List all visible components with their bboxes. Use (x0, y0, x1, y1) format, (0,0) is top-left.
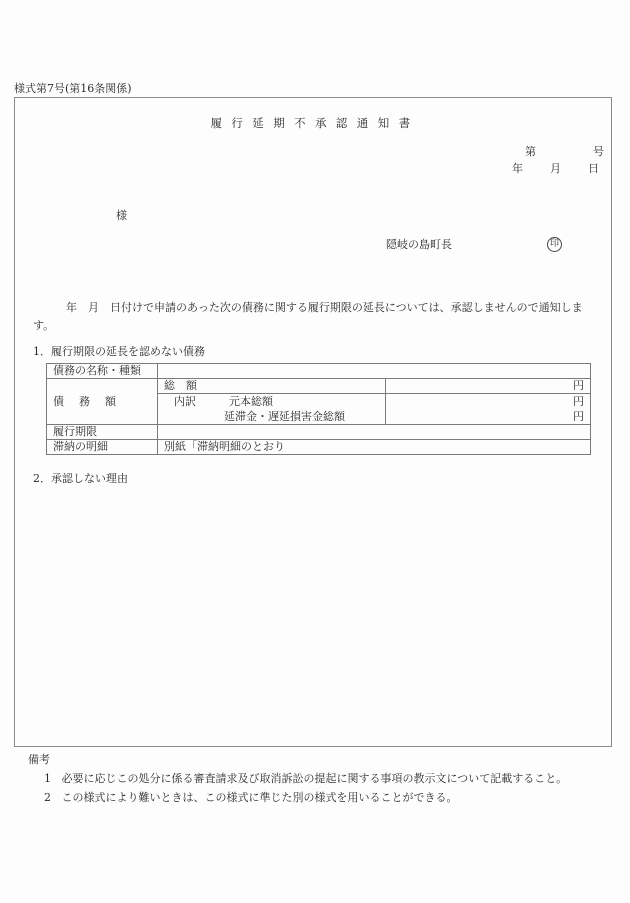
number-prefix: 第 (525, 145, 536, 158)
document-number (525, 146, 604, 157)
notes-title: 備考 (28, 753, 50, 766)
table-row (47, 425, 591, 440)
date-year: 年 (512, 162, 523, 175)
arrears-detail-value: 別紙「滞納明細のとおり (158, 440, 591, 455)
total-unit: 円 (386, 379, 591, 394)
due-date-label: 履行期限 (47, 425, 158, 440)
date-day: 日 (588, 162, 599, 175)
addressee-suffix: 様 (116, 209, 127, 222)
debt-amount-label: 債 務 額 (47, 379, 158, 425)
principal-label: 元本総額 (229, 395, 273, 408)
section2-title: 2．承認しない理由 (33, 472, 128, 485)
debt-table (46, 363, 591, 455)
breakdown-amounts (386, 394, 591, 425)
note-item: 2 この様式により難いときは、この様式に準じた別の様式を用いることができる。 (44, 791, 458, 804)
number-suffix: 号 (593, 145, 604, 158)
penalty-label: 延滞金・遅延損害金総額 (224, 410, 345, 423)
debt-name-label: 債務の名称・種類 (47, 364, 158, 379)
penalty-unit: 円 (573, 410, 584, 423)
breakdown-label: 内訳 (174, 395, 196, 408)
arrears-detail-label: 滞納の明細 (47, 440, 158, 455)
table-row (47, 379, 591, 394)
issue-date (512, 163, 599, 174)
due-date-value (158, 425, 591, 440)
principal-unit: 円 (573, 395, 584, 408)
table-row (47, 364, 591, 379)
table-row (47, 440, 591, 455)
body-text: 年 月 日付けで申請のあった次の債務に関する履行期限の延長については、承認しませんので通知します。 (33, 301, 583, 332)
note-item: 1 必要に応じこの処分に係る審査請求及び取消訴訟の提起に関する事項の教示文について記載すること。 (44, 772, 568, 785)
form-label: 様式第7号(第16条関係) (14, 82, 132, 95)
document-title: 履行延期不承認通知書 (210, 116, 420, 130)
section1-title: 1．履行期限の延長を認めない債務 (33, 345, 205, 358)
debt-name-value (158, 364, 591, 379)
seal-icon: 印 (547, 237, 562, 252)
issuer-name: 隠岐の島町長 (386, 238, 452, 251)
breakdown-cell (158, 394, 386, 425)
date-month: 月 (550, 162, 561, 175)
total-label: 総 額 (158, 379, 386, 394)
